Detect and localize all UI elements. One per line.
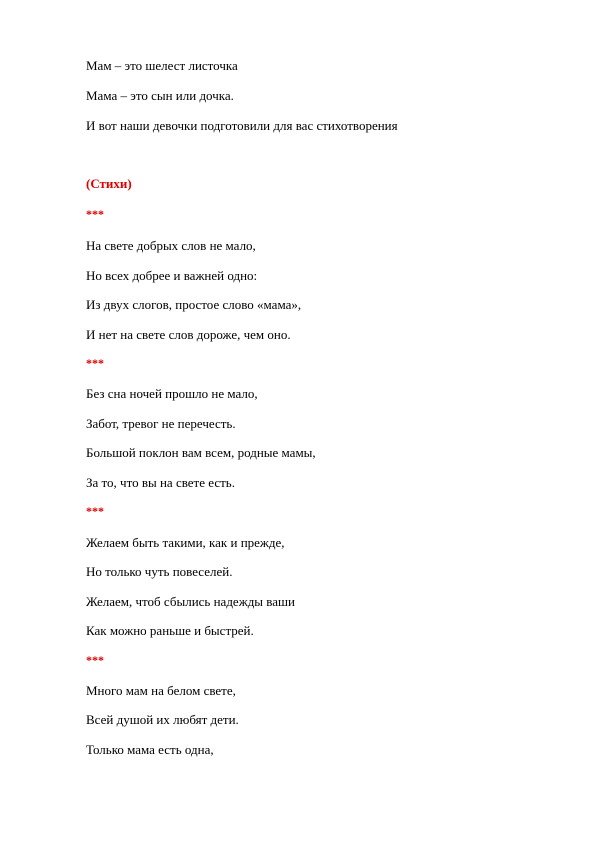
separator-3: *** bbox=[86, 504, 104, 518]
poem-3-line-1: Желаем быть такими, как и прежде, bbox=[86, 535, 285, 550]
poem-4-line-2: Всей душой их любят дети. bbox=[86, 712, 239, 727]
poem-2-line-2: Забот, тревог не перечесть. bbox=[86, 416, 236, 431]
poem-2-line-3: Большой поклон вам всем, родные мамы, bbox=[86, 445, 316, 460]
poem-2-line-4: За то, что вы на свете есть. bbox=[86, 475, 235, 490]
poem-3-line-3: Желаем, чтоб сбылись надежды ваши bbox=[86, 594, 295, 609]
separator-1: *** bbox=[86, 207, 104, 221]
poem-1-line-3: Из двух слогов, простое слово «мама», bbox=[86, 297, 302, 312]
poem-3-line-2: Но только чуть повеселей. bbox=[86, 564, 233, 579]
poem-1-line-1: На свете добрых слов не мало, bbox=[86, 238, 256, 253]
separator-2: *** bbox=[86, 356, 104, 370]
poem-1-line-2: Но всех добрее и важней одно: bbox=[86, 268, 258, 283]
poem-1-line-4: И нет на свете слов дороже, чем оно. bbox=[86, 327, 291, 342]
intro-line-3: И вот наши девочки подготовили для вас стихотворения bbox=[86, 118, 398, 133]
poem-2-line-1: Без сна ночей прошло не мало, bbox=[86, 386, 258, 401]
separator-4: *** bbox=[86, 653, 104, 667]
poem-4-line-1: Много мам на белом свете, bbox=[86, 683, 236, 698]
intro-line-2: Мама – это сын или дочка. bbox=[86, 88, 234, 103]
section-heading: (Стихи) bbox=[86, 176, 132, 191]
intro-line-1: Мам – это шелест листочка bbox=[86, 58, 238, 73]
poem-3-line-4: Как можно раньше и быстрей. bbox=[86, 623, 254, 638]
poem-4-line-3: Только мама есть одна, bbox=[86, 742, 214, 757]
